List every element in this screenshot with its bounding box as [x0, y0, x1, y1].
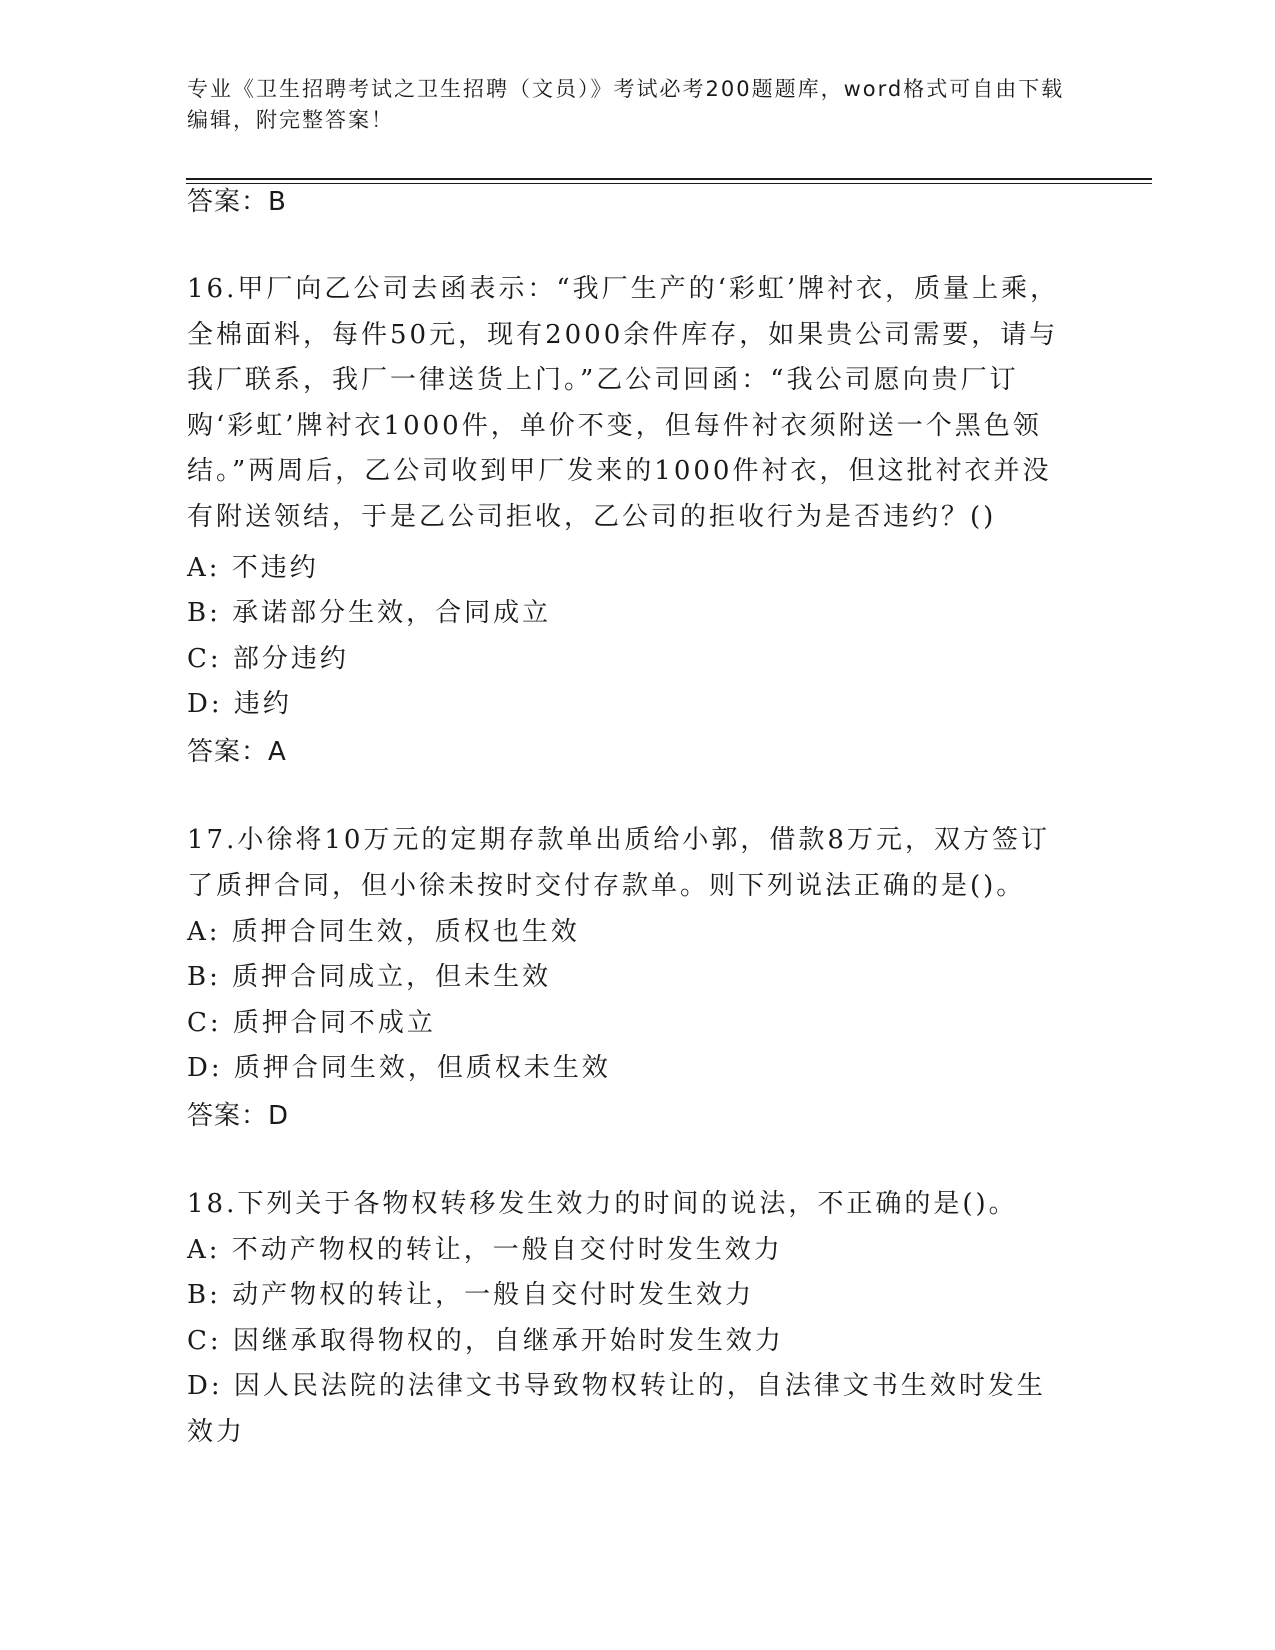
answer-prev: 答案：B — [187, 187, 287, 217]
question-18-option-a: A: 不动产物权的转让，一般自交付时发生效力 — [187, 1235, 783, 1265]
question-17-option-a: A: 质押合同生效，质权也生效 — [187, 917, 580, 947]
question-18-option-b: B: 动产物权的转让，一般自交付时发生效力 — [187, 1280, 755, 1310]
question-17-option-c: C: 质押合同不成立 — [187, 1008, 436, 1038]
question-16-option-d: D: 违约 — [187, 689, 292, 719]
question-17-answer: 答案：D — [187, 1101, 290, 1131]
document-header: 专业《卫生招聘考试之卫生招聘（文员）》考试必考200题题库，word格式可自由下载编辑，附完整答案！ — [187, 77, 1065, 132]
question-17-option-b: B: 质押合同成立，但未生效 — [187, 962, 552, 992]
header-rule-thin — [186, 183, 1152, 184]
question-18-option-c: C: 因继承取得物权的，自继承开始时发生效力 — [187, 1326, 784, 1356]
question-16-option-b: B: 承诺部分生效，合同成立 — [187, 598, 552, 628]
question-16-answer: 答案：A — [187, 737, 287, 767]
question-16-option-c: C: 部分违约 — [187, 644, 349, 674]
question-18-option-d: D: 因人民法院的法律文书导致物权转让的，自法律文书生效时发生效力 — [187, 1371, 1046, 1447]
question-16-option-a: A: 不违约 — [187, 553, 319, 583]
header-rule-thick — [186, 178, 1152, 180]
question-18-text: 18.下列关于各物权转移发生效力的时间的说法，不正确的是()。 — [187, 1189, 1018, 1219]
question-17-option-d: D: 质押合同生效，但质权未生效 — [187, 1053, 611, 1083]
question-17-text: 17.小徐将10万元的定期存款单出质给小郭，借款8万元，双方签订了质押合同，但小徐未按时交付存款单。则下列说法正确的是()。 — [187, 825, 1050, 901]
question-16-text: 16.甲厂向乙公司去函表示：“我厂生产的‘彩虹’牌衬衣，质量上乘，全棉面料，每件50元，现有2000余件库存，如果贵公司需要，请与我厂联系，我厂一律送货上门。”乙公司回函：“我公司愿向贵厂订购‘彩虹’牌衬衣1000件，单价不变，但每件衬衣须附送一个黑色领结。”两周后，乙公司收到甲厂发来的1000件衬衣，但这批衬衣并没有附送领结，于是乙公司拒收，乙公司的拒收行为是否违约？() — [187, 274, 1060, 532]
